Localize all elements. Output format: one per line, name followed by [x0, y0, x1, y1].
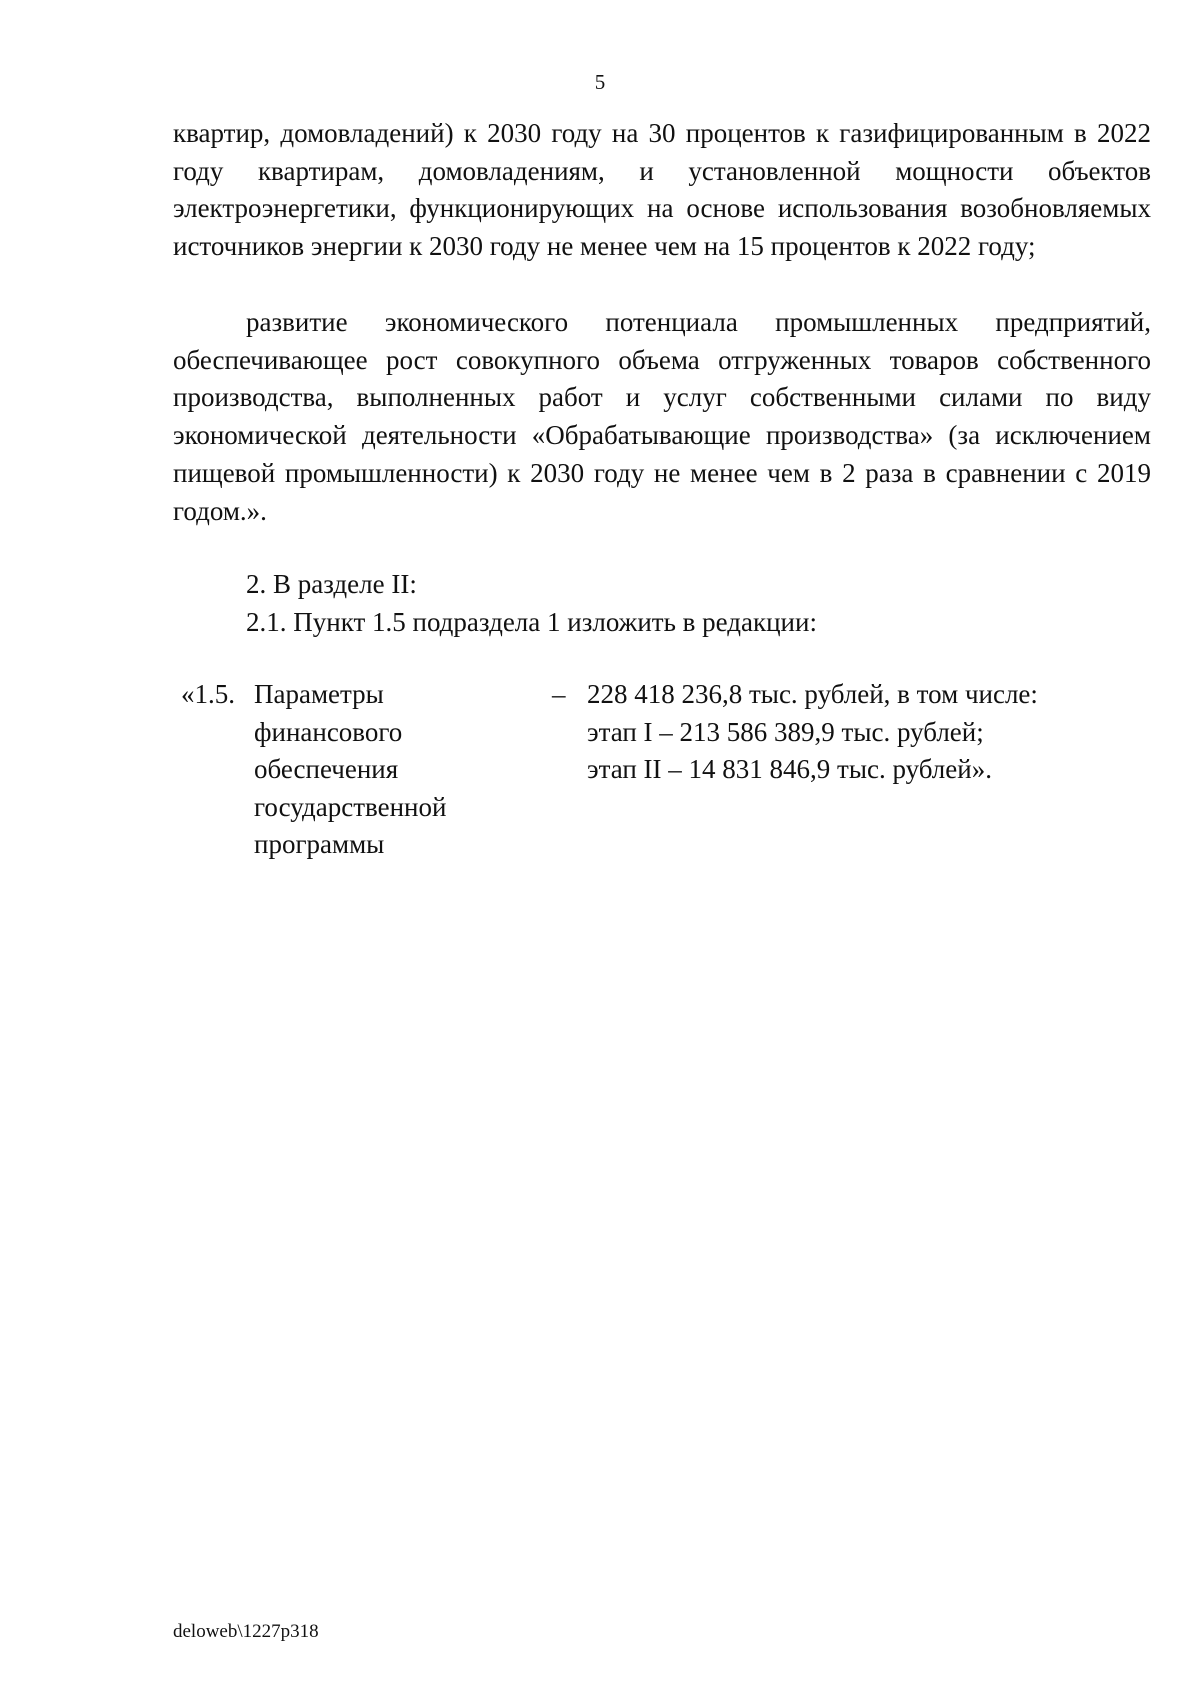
parameter-number: «1.5. — [181, 679, 235, 709]
parameter-stage-2: этап II – 14 831 846,9 тыс. рублей». — [587, 754, 992, 785]
section-heading: 2. В разделе II: — [246, 569, 417, 599]
parameter-stage-1: этап I – 213 586 389,9 тыс. рублей; — [587, 716, 984, 747]
parameter-name: Параметры финансового обеспечения государственной программы — [254, 679, 447, 860]
parameter-values — [587, 676, 1038, 789]
paragraph: квартир, домовладений) к 2030 году на 30 процентов к газифицированным в 2022 году квартирам, домовладениям, и установленной мощности объектов электроэнергетики, функционирующих на основе использования возобновляемых источников энергии к 2030 году не менее чем на 15 процентов к 2022 году; — [173, 118, 1151, 262]
footer-document-code: deloweb\1227р318 — [173, 1621, 319, 1642]
paragraph: развитие экономического потенциала промышленных предприятий, обеспечивающее рост совокупного объема отгруженных товаров собственного производства, выполненных работ и услуг собственными силами по виду экономической деятельности «Обрабатывающие производства» (за исключением пищевой промышленности) к 2030 году не менее чем в 2 раза в сравнении с 2019 годом.». — [173, 307, 1151, 526]
page-number: 5 — [594, 70, 606, 94]
parameter-dash: – — [552, 679, 566, 709]
parameter-total: 228 418 236,8 тыс. рублей, в том числе: — [587, 679, 1038, 709]
section-subheading: 2.1. Пункт 1.5 подраздела 1 изложить в редакции: — [246, 607, 817, 637]
